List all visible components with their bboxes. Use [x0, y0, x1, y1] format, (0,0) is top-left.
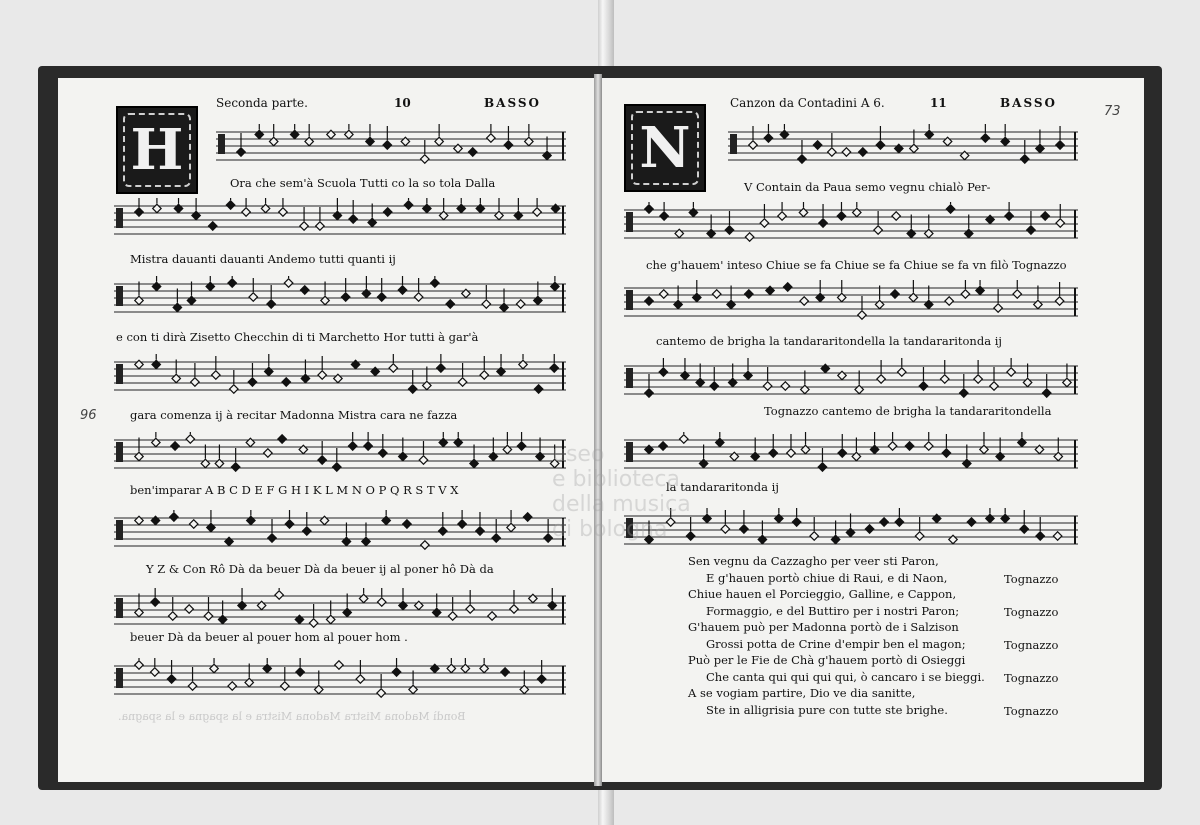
left-running-header: [216, 96, 566, 112]
verse-line: Ste in alligrisia pure con tutte ste brighe.: [706, 702, 948, 717]
page-number: 10: [394, 96, 411, 110]
right-page: [602, 78, 1144, 782]
staff: [114, 276, 566, 322]
watermark-line: useo: [552, 442, 605, 467]
lyric-line: la tandararitonda ij: [666, 480, 779, 494]
verse-line: G'hauem può per Madonna portò de i Salzison: [688, 620, 959, 634]
staff: [624, 432, 1078, 478]
verse-line: Sen vegnu da Cazzagho per veer sti Paron,: [688, 554, 939, 568]
right-running-header: [730, 96, 1075, 112]
lyric-line: Tognazzo cantemo de brigha la tandararitondella: [764, 404, 1052, 418]
left-initial-capital: [116, 106, 198, 194]
verse-line: Può per le Fie de Chà g'hauem portò di Osieggi: [688, 653, 966, 667]
staff: [624, 508, 1078, 554]
verse-line: Formaggio, e del Buttiro per i nostri Paron;: [706, 603, 960, 618]
margin-page-number: 96: [80, 408, 97, 423]
library-watermark: [552, 442, 691, 542]
watermark-line: e biblioteca: [552, 467, 680, 492]
left-page: [58, 78, 594, 782]
lyric-line: beuer Dà da beuer al pouer hom al pouer hom .: [130, 630, 408, 644]
book-gutter: [594, 74, 602, 786]
staff: [114, 658, 566, 704]
verse-line: E g'hauen portò chiue di Raui, e di Naon,: [706, 570, 948, 585]
staff: [114, 588, 566, 634]
staff: [624, 280, 1078, 326]
verse-line: Chiue hauen el Porcieggio, Galline, e Cappon,: [688, 587, 957, 601]
staff: [216, 124, 566, 170]
lyric-line: V Contain da Paua semo vegnu chialò Per-: [744, 180, 991, 194]
staff: [114, 510, 566, 556]
lyric-line: cantemo de brigha la tandararitondella la tandararitonda ij: [656, 334, 1002, 348]
verse-line: A se vogiam partire, Dio ve dia sanitte,: [688, 686, 916, 700]
refrain-label: Tognazzo: [1004, 572, 1059, 586]
section-title: Canzon da Contadini A 6.: [730, 96, 885, 110]
staff: [114, 354, 566, 400]
staff: [624, 202, 1078, 248]
staff: [114, 432, 566, 478]
refrain-label: Tognazzo: [1004, 704, 1059, 718]
initial-letter: H: [130, 117, 184, 183]
page-number: 11: [930, 96, 947, 110]
bleed-through-text: Bondì Madona Mistra Madona Mistra e la spagna e la spagna.: [118, 710, 466, 723]
right-initial-capital: [624, 104, 706, 192]
lyric-line: gara comenza ij à recitar Madonna Mistra cara ne fazza: [130, 408, 458, 422]
lyric-line: che g'hauem' inteso Chiue se fa Chiue se fa Chiue se fa vn filò Tognazzo: [646, 258, 1067, 272]
verse-line: Che canta qui qui qui qui, ò cancaro i se bieggi.: [706, 669, 985, 684]
margin-page-number: 73: [1104, 104, 1121, 119]
verse-line: Grossi potta de Crine d'empir ben el magon;: [706, 636, 966, 651]
voice-part-label: BASSO: [484, 96, 541, 110]
lyric-line: Ora che sem'à Scuola Tutti co la so tola Dalla: [230, 176, 496, 190]
voice-part-label: BASSO: [1000, 96, 1057, 110]
refrain-label: Tognazzo: [1004, 638, 1059, 652]
staff: [728, 124, 1078, 170]
lyric-line: Mistra dauanti dauanti Andemo tutti quanti ij: [130, 252, 396, 266]
watermark-line: di bologna: [552, 517, 668, 542]
watermark-line: della musica: [552, 492, 691, 517]
staff: [114, 198, 566, 244]
refrain-label: Tognazzo: [1004, 605, 1059, 619]
staff: [624, 358, 1078, 404]
section-title: Seconda parte.: [216, 96, 308, 110]
lyric-line: Y Z & Con Rô Dà da beuer Dà da beuer ij al poner hô Dà da: [146, 562, 494, 576]
lyric-line: ben'imparar A B C D E F G H I K L M N O P Q R S T V X: [130, 483, 459, 497]
initial-letter: N: [639, 115, 691, 181]
lyric-line: e con ti dirà Zisetto Checchin di ti Marchetto Hor tutti à gar'à: [116, 330, 479, 344]
refrain-label: Tognazzo: [1004, 671, 1059, 685]
